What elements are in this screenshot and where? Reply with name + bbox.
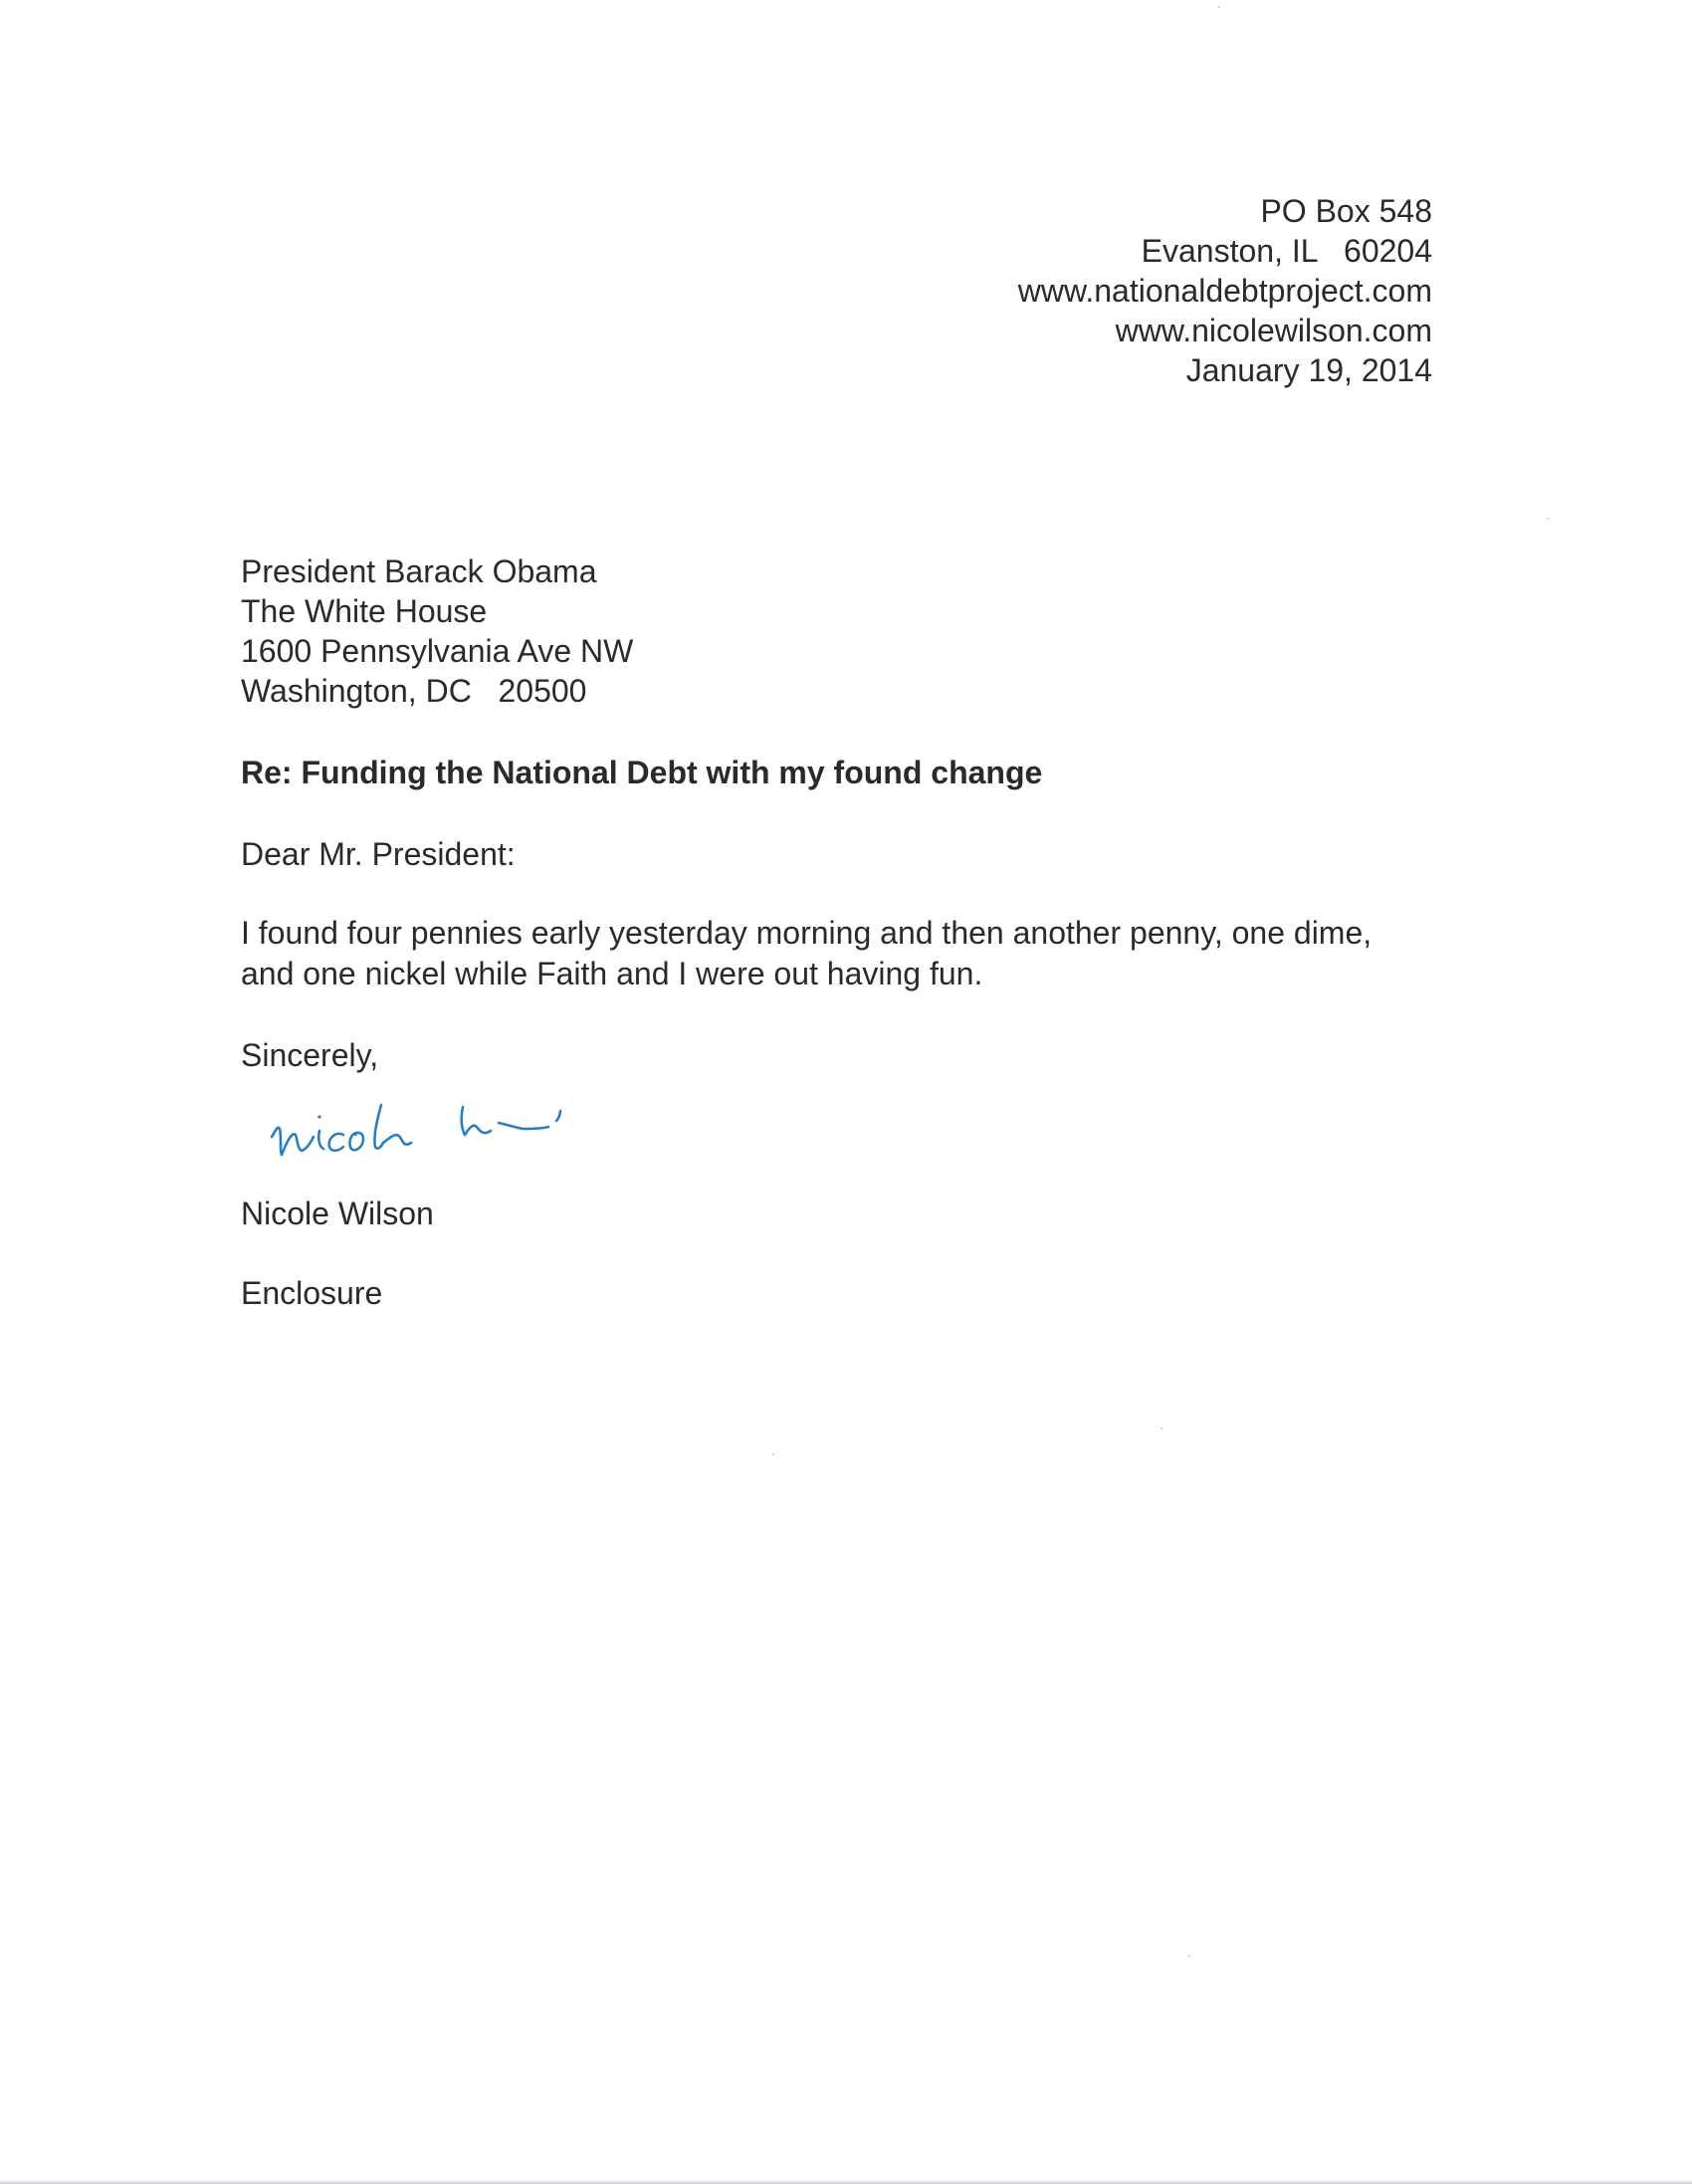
signer-name: Nicole Wilson <box>241 1196 434 1231</box>
scan-speck <box>772 1453 774 1455</box>
scan-bottom-edge <box>0 2180 1692 2184</box>
sender-website-personal: www.nicolewilson.com <box>1115 313 1432 348</box>
recipient-organization: The White House <box>241 593 488 629</box>
salutation: Dear Mr. President: <box>241 836 516 872</box>
scan-speck <box>1161 1427 1163 1429</box>
body-paragraph <box>241 913 1465 994</box>
closing: Sincerely, <box>241 1037 379 1073</box>
recipient-city-state-zip: Washington, DC 20500 <box>241 673 587 709</box>
scan-speck <box>1547 518 1549 520</box>
sender-po-box: PO Box 548 <box>1260 193 1432 229</box>
handwritten-signature <box>264 1085 592 1175</box>
sender-website-national-debt: www.nationaldebtproject.com <box>1017 273 1432 309</box>
enclosure-notation: Enclosure <box>241 1275 383 1311</box>
body-line-2: and one nickel while Faith and I were out having fun. <box>241 956 983 991</box>
subject-line: Re: Funding the National Debt with my found change <box>241 755 1043 790</box>
scan-speck <box>1188 1955 1190 1957</box>
recipient-name: President Barack Obama <box>241 553 597 589</box>
body-line-1: I found four pennies early yesterday morning and then another penny, one dime, <box>241 915 1373 951</box>
recipient-street: 1600 Pennsylvania Ave NW <box>241 633 634 669</box>
sender-city-state-zip: Evanston, IL 60204 <box>1141 233 1432 269</box>
letter-date: January 19, 2014 <box>1185 352 1432 388</box>
sender-address-block <box>1018 191 1432 390</box>
scan-speck <box>1218 6 1220 8</box>
recipient-address-block <box>241 551 633 711</box>
